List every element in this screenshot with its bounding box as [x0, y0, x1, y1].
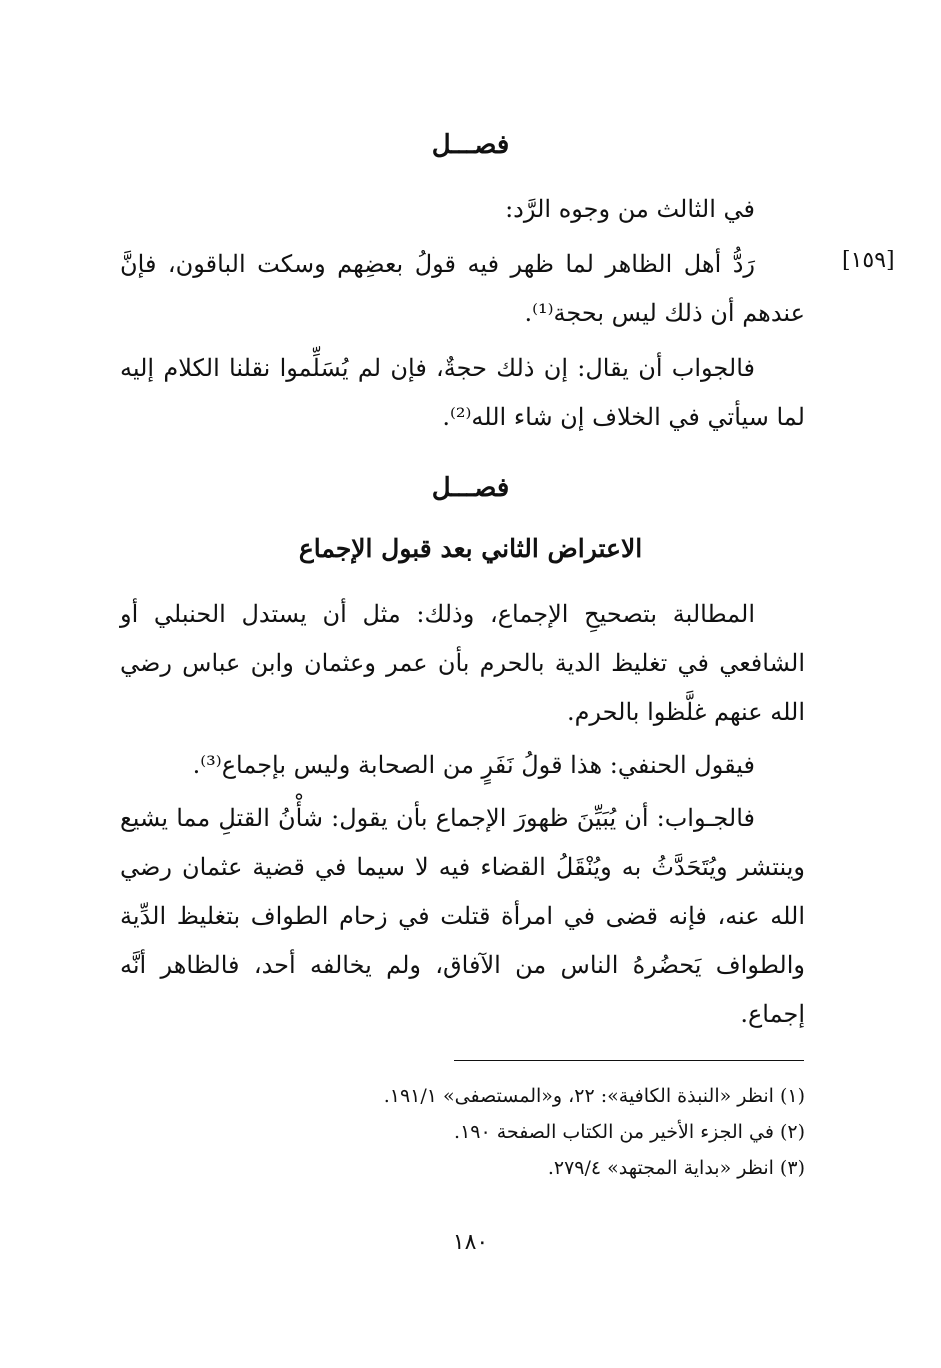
paragraph: في الثالث من وجوه الرَّد: — [505, 195, 755, 223]
section-1-body — [120, 185, 805, 442]
section-heading-1: فصـــل — [431, 130, 510, 160]
footnote-2: (٢) في الجزء الأخير من الكتاب الصفحة ١٩٠. — [454, 1121, 805, 1143]
footnotes — [290, 1078, 805, 1186]
section-2-body — [120, 590, 805, 1039]
paragraph: رَدُّ أهل الظاهر لما ظهر فيه قولُ بعضِهم وسكت الباقون، فإنَّ عندهم أن ذلك ليس بحجة⁽¹⁾. — [120, 250, 805, 327]
side-number: [١٥٩] — [842, 248, 895, 273]
paragraph: فالجـواب: أن يُبَيِّنَ ظهورَ الإجماع بأن يقول: شأْنُ القتلِ مما يشيع وينتشر ويُتَحَدَّثُ به ويُنْقَلُ القضاء فيه لا سيما في قضية عثمان رضي الله عنه، فإنه قضى في امرأة قتلت في زحام الطواف بتغليظ الدِّية والطواف يَحضُرهُ الناس من الآفاق، ولم يخالفه أحد، فالظاهر أنَّه إجماع. — [120, 804, 805, 1028]
paragraph: فيقول الحنفي: هذا قولُ نَفَرٍ من الصحابة وليس بإجماع⁽³⁾. — [192, 751, 755, 779]
paragraph: المطالبة بتصحيحِ الإجماع، وذلك: مثل أن يستدل الحنبلي أو الشافعي في تغليظ الدية بالحرم بأن عمر وعثمان وابن عباس رضي الله عنهم غلَّظوا بالحرم. — [120, 600, 805, 726]
footnote-1: (١) انظر «النبذة الكافية»: ٢٢، و«المستصفى» ١٩١/١. — [383, 1085, 805, 1107]
footnote-divider — [454, 1060, 804, 1061]
footnote-3: (٣) انظر «بداية المجتهد» ٢٧٩/٤. — [547, 1157, 805, 1179]
section-subheading: الاعتراض الثاني بعد قبول الإجماع — [298, 534, 643, 563]
section-heading-2: فصـــل — [431, 473, 510, 503]
paragraph: فالجواب أن يقال: إن ذلك حجةٌ، فإن لم يُسَلِّموا نقلنا الكلام إليه لما سيأتي في الخلاف إن شاء الله⁽²⁾. — [120, 354, 805, 431]
page-number: ١٨٠ — [452, 1230, 489, 1255]
